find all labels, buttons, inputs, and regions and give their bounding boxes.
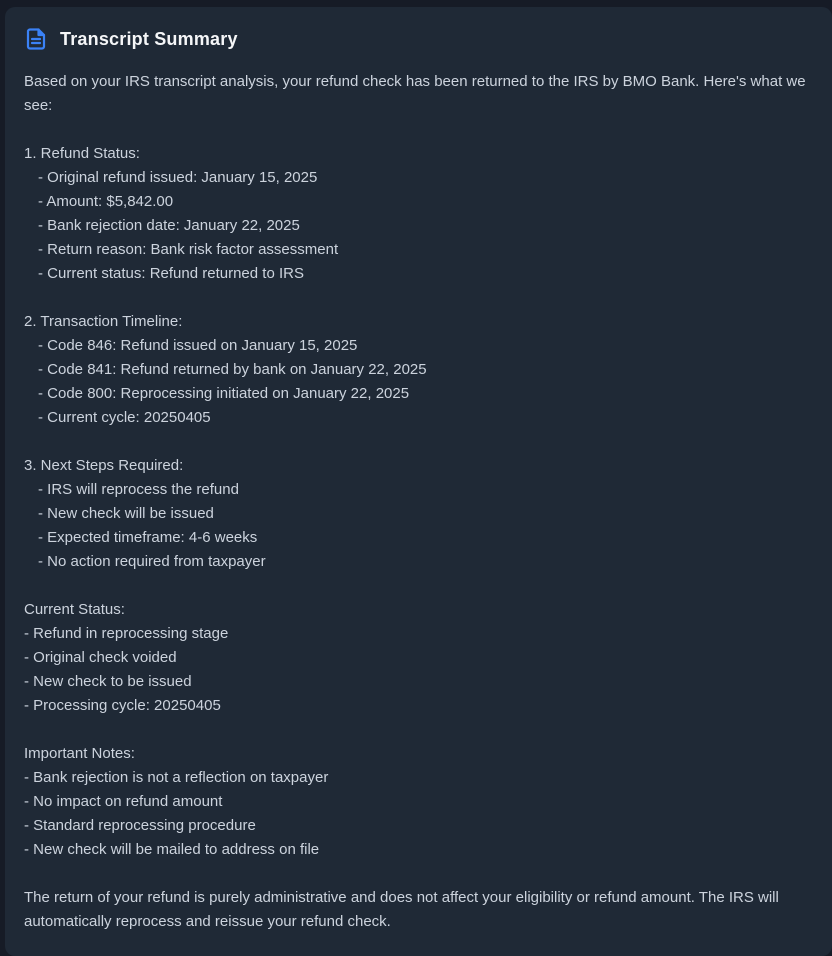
section-important-notes	[24, 742, 806, 862]
list-item: - Bank rejection is not a reflection on taxpayer	[24, 769, 329, 786]
list-item: - Standard reprocessing procedure	[24, 817, 256, 834]
list-item: - Original check voided	[24, 649, 177, 666]
list-item: - Code 800: Reprocessing initiated on January 22, 2025	[38, 385, 410, 402]
section-current-status	[24, 598, 806, 718]
section-title: Important Notes:	[24, 745, 135, 762]
section-refund-status	[24, 142, 806, 286]
list-item: - New check to be issued	[24, 673, 192, 690]
list-item: - Code 846: Refund issued on January 15, 2025	[38, 337, 358, 354]
list-item: - Current status: Refund returned to IRS	[38, 265, 304, 282]
list-item: - IRS will reprocess the refund	[38, 481, 239, 498]
panel-title: Transcript Summary	[60, 28, 238, 49]
intro-text: Based on your IRS transcript analysis, your refund check has been returned to the IRS by BMO Bank. Here's what we see:	[24, 73, 806, 114]
list-item: - Return reason: Bank risk factor assessment	[38, 241, 339, 258]
section-title: 1. Refund Status:	[24, 145, 140, 162]
section-next-steps	[24, 454, 806, 574]
list-item: - Amount: $5,842.00	[38, 193, 174, 210]
closing-text: The return of your refund is purely administrative and does not affect your eligibility or refund amount. The IRS will automatically reprocess and reissue your refund check.	[24, 889, 779, 930]
list-item: - Refund in reprocessing stage	[24, 625, 229, 642]
section-transaction-timeline	[24, 310, 806, 430]
section-title: Current Status:	[24, 601, 125, 618]
section-title: 2. Transaction Timeline:	[24, 313, 183, 330]
list-item: - No action required from taxpayer	[38, 553, 266, 570]
list-item: - Original refund issued: January 15, 2025	[38, 169, 318, 186]
list-item: - New check will be mailed to address on file	[24, 841, 320, 858]
section-title: 3. Next Steps Required:	[24, 457, 184, 474]
list-item: - Processing cycle: 20250405	[24, 697, 221, 714]
list-item: - Code 841: Refund returned by bank on January 22, 2025	[38, 361, 427, 378]
list-item: - Bank rejection date: January 22, 2025	[38, 217, 300, 234]
transcript-summary-panel	[5, 7, 832, 956]
document-icon	[24, 26, 48, 52]
list-item: - Expected timeframe: 4-6 weeks	[38, 529, 258, 546]
list-item: - No impact on refund amount	[24, 793, 223, 810]
list-item: - New check will be issued	[38, 505, 214, 522]
list-item: - Current cycle: 20250405	[38, 409, 211, 426]
panel-header	[24, 26, 806, 52]
